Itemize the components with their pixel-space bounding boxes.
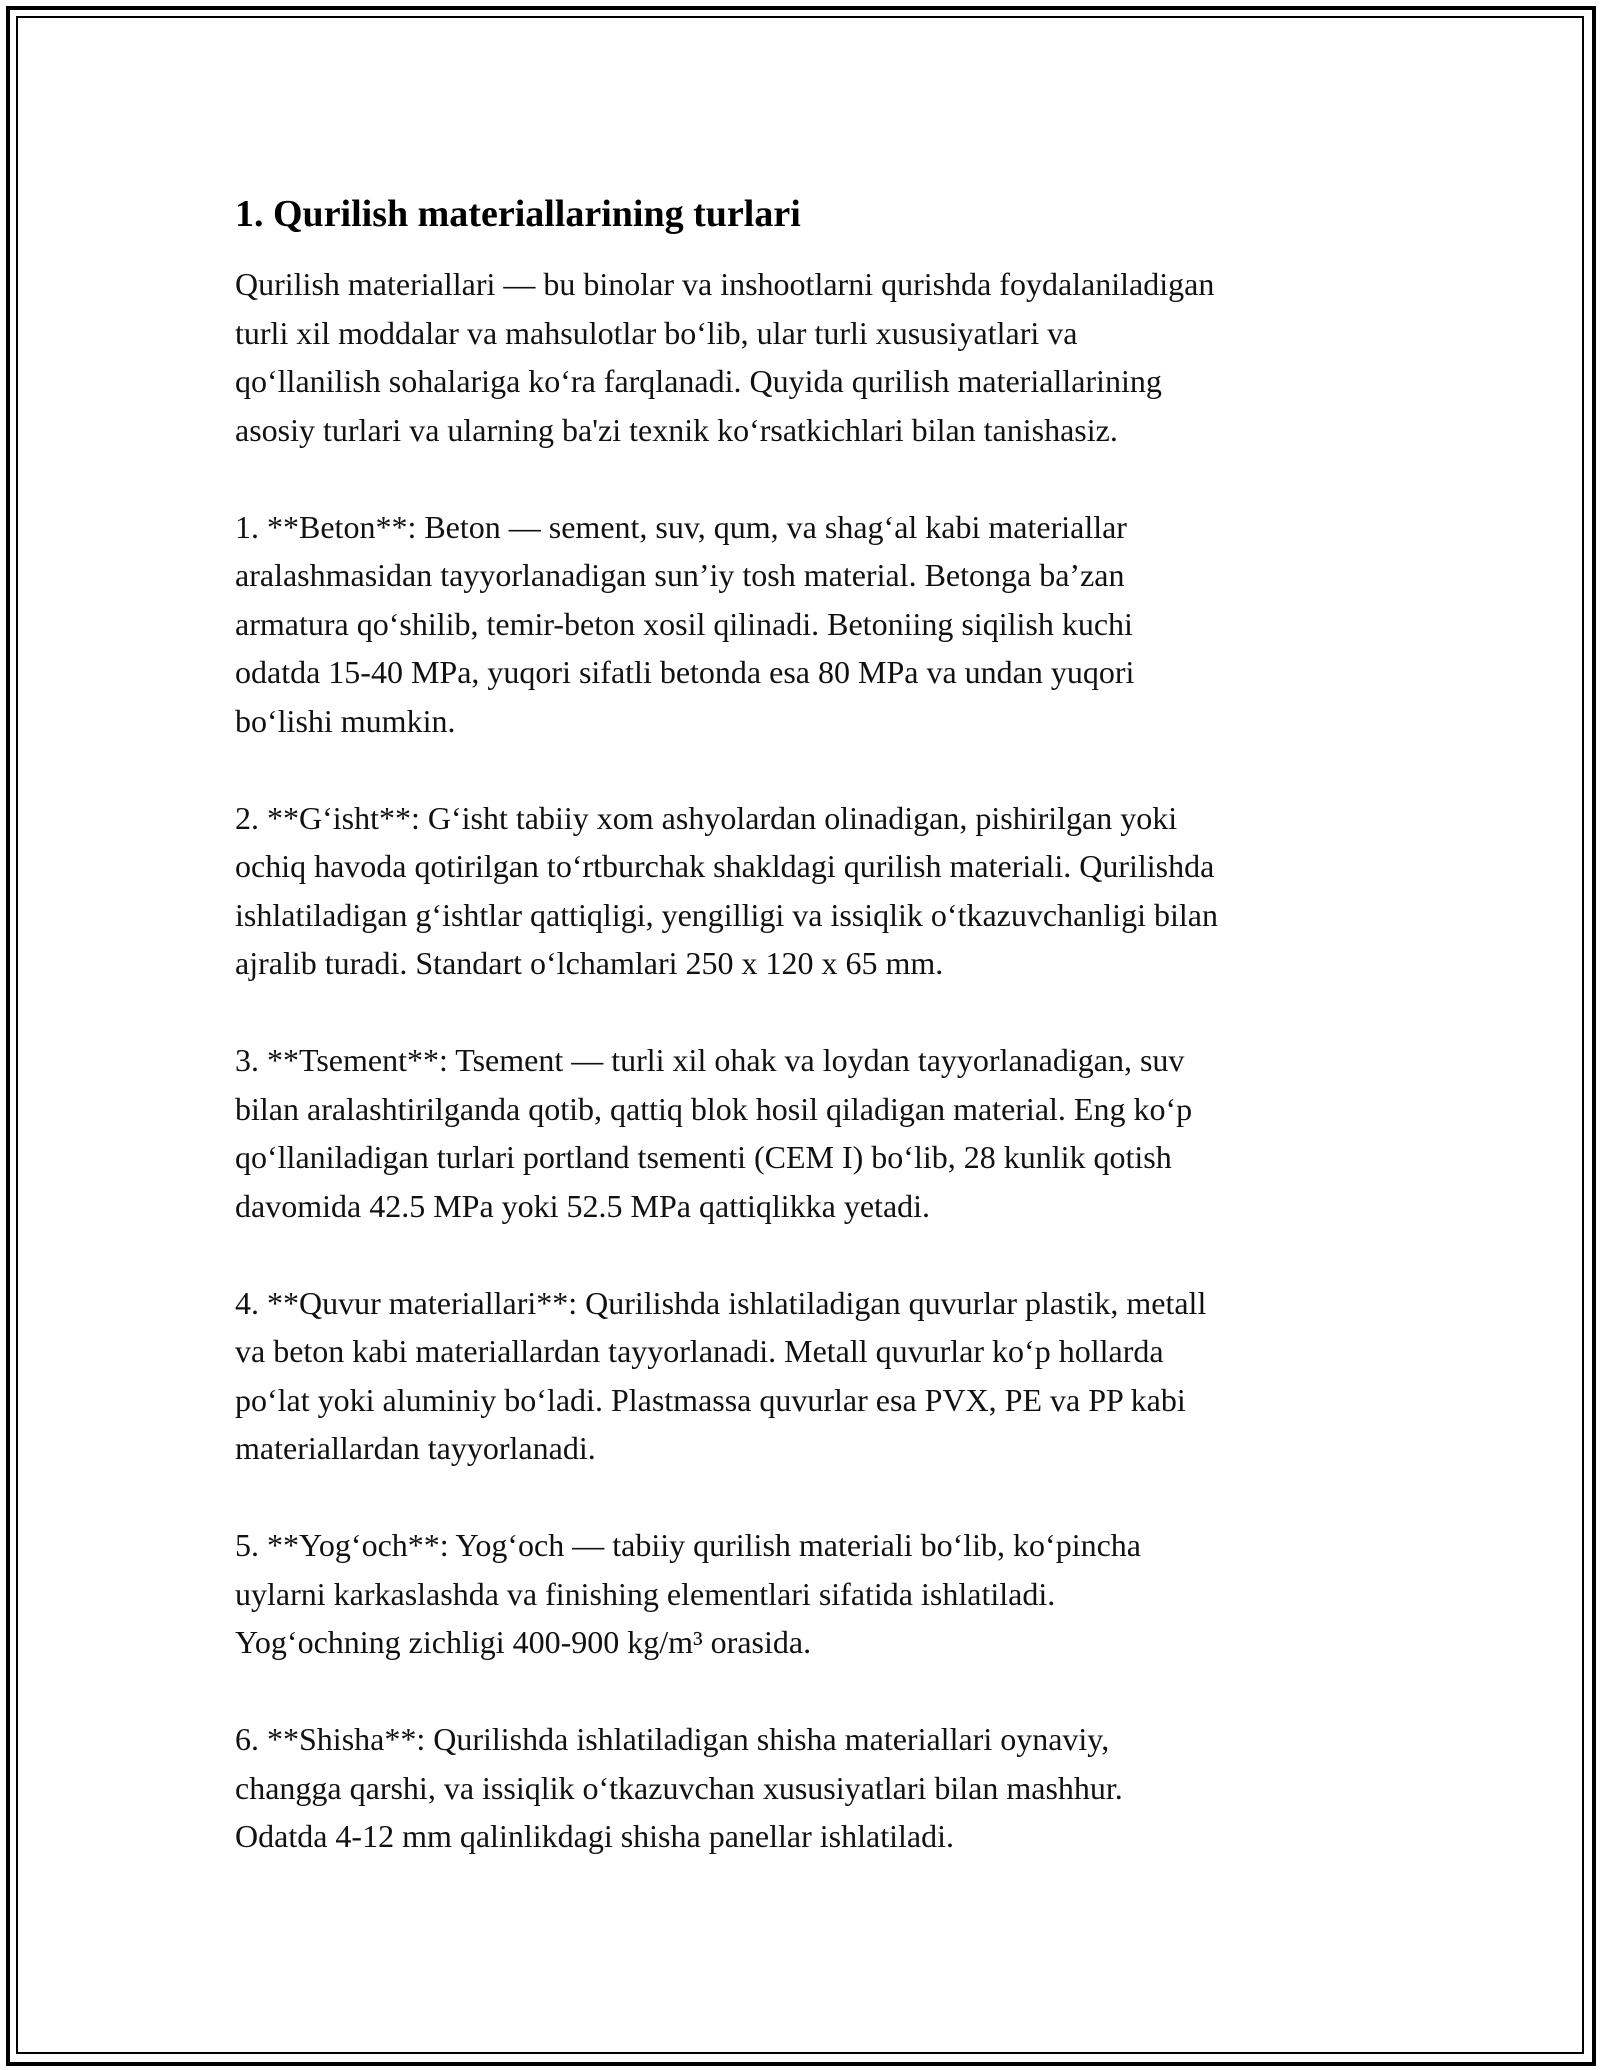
shisha-paragraph: 6. **Shisha**: Qurilishda ishlatiladigan shisha materiallari oynaviy, changga qarshi, va issiqlik o‘tkazuvchan xususiyatlari bilan mashhur. Odatda 4-12 mm qalinlikdagi shisha panellar ishlatiladi. — [235, 1721, 1123, 1854]
quvur-paragraph: 4. **Quvur materiallari**: Qurilishda ishlatiladigan quvurlar plastik, metall va beton kabi materiallardan tayyorlanadi. Metall quvurlar ko‘p hollarda po‘lat yoki aluminiy bo‘ladi. Plastmassa quvurlar esa PVX, PE va PP kabi materiallardan tayyorlanadi. — [235, 1284, 1207, 1466]
beton-paragraph: 1. **Beton**: Beton — sement, suv, qum, va shag‘al kabi materiallar aralashmasidan tayyorlanadigan sun’iy tosh material. Betonga ba’zan armatura qo‘shilib, temir-beton xosil qilinadi. Betoniing siqilish kuchi odatda 15-40 MPa, yuqori sifatli betonda esa 80 MPa va undan yuqori bo‘lishi mumkin. — [235, 508, 1135, 739]
document-body — [235, 188, 1375, 1909]
section-heading: 1. Qurilish materiallarining turlari — [235, 193, 801, 235]
tsement-paragraph: 3. **Tsement**: Tsement — turli xil ohak va loydan tayyorlanadigan, suv bilan aralashtirilganda qotib, qattiq blok hosil qiladigan material. Eng ko‘p qo‘llaniladigan turlari portland tsementi (CEM I) bo‘lib, 28 kunlik qotish davomida 42.5 MPa yoki 52.5 MPa qattiqlikka yetadi. — [235, 1042, 1193, 1224]
gisht-paragraph: 2. **G‘isht**: G‘isht tabiiy xom ashyolardan olinadigan, pishirilgan yoki ochiq havoda qotirilgan to‘rtburchak shakldagi qurilish materiali. Qurilishda ishlatiladigan g‘ishtlar qattiqligi, yengilligi va issiqlik o‘tkazuvchanligi bilan ajralib turadi. Standart o‘lchamlari 250 x 120 x 65 mm. — [235, 799, 1218, 981]
yogoch-paragraph: 5. **Yog‘och**: Yog‘och — tabiiy qurilish materiali bo‘lib, ko‘pincha uylarni karkaslashda va finishing elementlari sifatida ishlatiladi. Yog‘ochning zichligi 400-900 kg/m³ orasida. — [235, 1527, 1141, 1660]
intro-paragraph: Qurilish materiallari — bu binolar va inshootlarni qurishda foydalaniladigan turli xil moddalar va mahsulotlar bo‘lib, ular turli xususiyatlari va qo‘llanilish sohalariga ko‘ra farqlanadi. Quyida qurilish materiallarining asosiy turlari va ularning ba'zi texnik ko‘rsatkichlari bilan tanishasiz. — [235, 266, 1215, 448]
